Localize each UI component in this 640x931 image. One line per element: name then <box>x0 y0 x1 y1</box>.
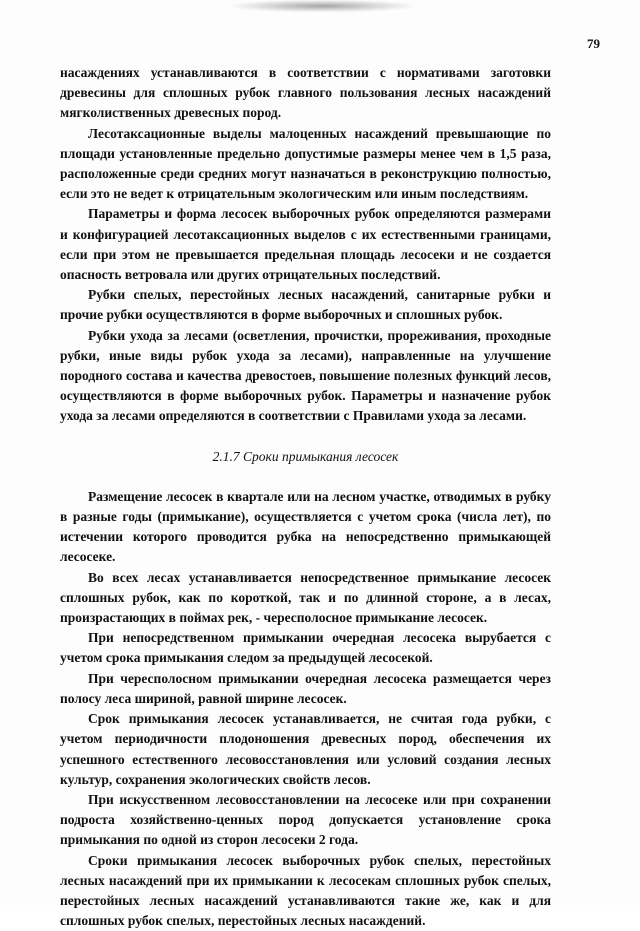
paragraph: При непосредственном примыкании очередная лесосека вырубается с учетом срока примыкания следом за предыдущей лесосекой. <box>60 630 551 666</box>
paragraph: Параметры и форма лесосек выборочных рубок определяются размерами и конфигурацией лесотаксационных выделов с их естественными границами, если при этом не превышается предельная площадь лесосеки и не создается опасность ветровала или других отрицательных последствий. <box>60 206 551 283</box>
paragraph-continuation: насаждениях устанавливаются в соответствии с нормативами заготовки древесины для сплошных рубок главного пользования лесных насаждений мягколиственных древесных пород. <box>60 65 551 121</box>
section-heading: 2.1.7 Сроки примыкания лесосек <box>212 448 399 464</box>
paragraph: Лесотаксационные выделы малоценных насаждений превышающие по площади установленные предельно допустимые размеры менее чем в 1,5 раза, расположенные среди средних могут назначаться в реконструкцию полностью, если это не ведет к отрицательным экологическим или иным последствиям. <box>60 125 551 202</box>
paragraph: При искусственном лесовосстановлении на лесосеке или при сохранении подроста хозяйственно-ценных пород допускается установление срока примыкания по одной из сторон лесосеки 2 года. <box>60 791 551 848</box>
page-number: 79 <box>587 36 600 51</box>
paragraph: Рубки ухода за лесами (осветления, прочистки, прореживания, проходные рубки, иные виды рубок ухода за лесами), направленные на улучшение породного состава и качества древостоев, повышение полезных функций лесов, осуществляются в форме выборочных рубок. Параметры и назначение рубок ухода за лесами определяются в соответствии с Правилами ухода за лесами. <box>60 327 551 424</box>
paragraph: Рубки спелых, перестойных лесных насаждений, санитарные рубки и прочие рубки осуществляются в форме выборочных и сплошных рубок. <box>60 287 551 323</box>
paragraph: Сроки примыкания лесосек выборочных рубок спелых, перестойных лесных насаждений при их примыкании к лесосекам сплошных рубок спелых, перестойных лесных насаждений устанавливаются такие же, как и для сплошных рубок спелых, перестойных лесных насаждений. <box>60 852 551 929</box>
document-body <box>60 63 551 931</box>
paragraph: Во всех лесах устанавливается непосредственное примыкание лесосек сплошных рубок, как по короткой, так и по длинной стороне, а в лесах, произрастающих в поймах рек, - чересполосное примыкание лесосек. <box>60 569 551 626</box>
paragraph: При чересполосном примыкании очередная лесосека размещается через полосу леса шириной, равной ширине лесосек. <box>60 670 551 706</box>
paragraph: Размещение лесосек в квартале или на лесном участке, отводимых в рубку в разные годы (примыкание), осуществляется с учетом срока (числа лет), по истечении которого проводится рубка на непосредственно примыкающей лесосеке. <box>60 488 551 565</box>
paragraph: Срок примыкания лесосек устанавливается, не считая года рубки, с учетом периодичности плодоношения древесных пород, обеспечения их успешного естественного лесовосстановления или условий создания лесных культур, сохранения экологических свойств лесов. <box>60 711 551 787</box>
scan-artifact <box>232 0 412 12</box>
